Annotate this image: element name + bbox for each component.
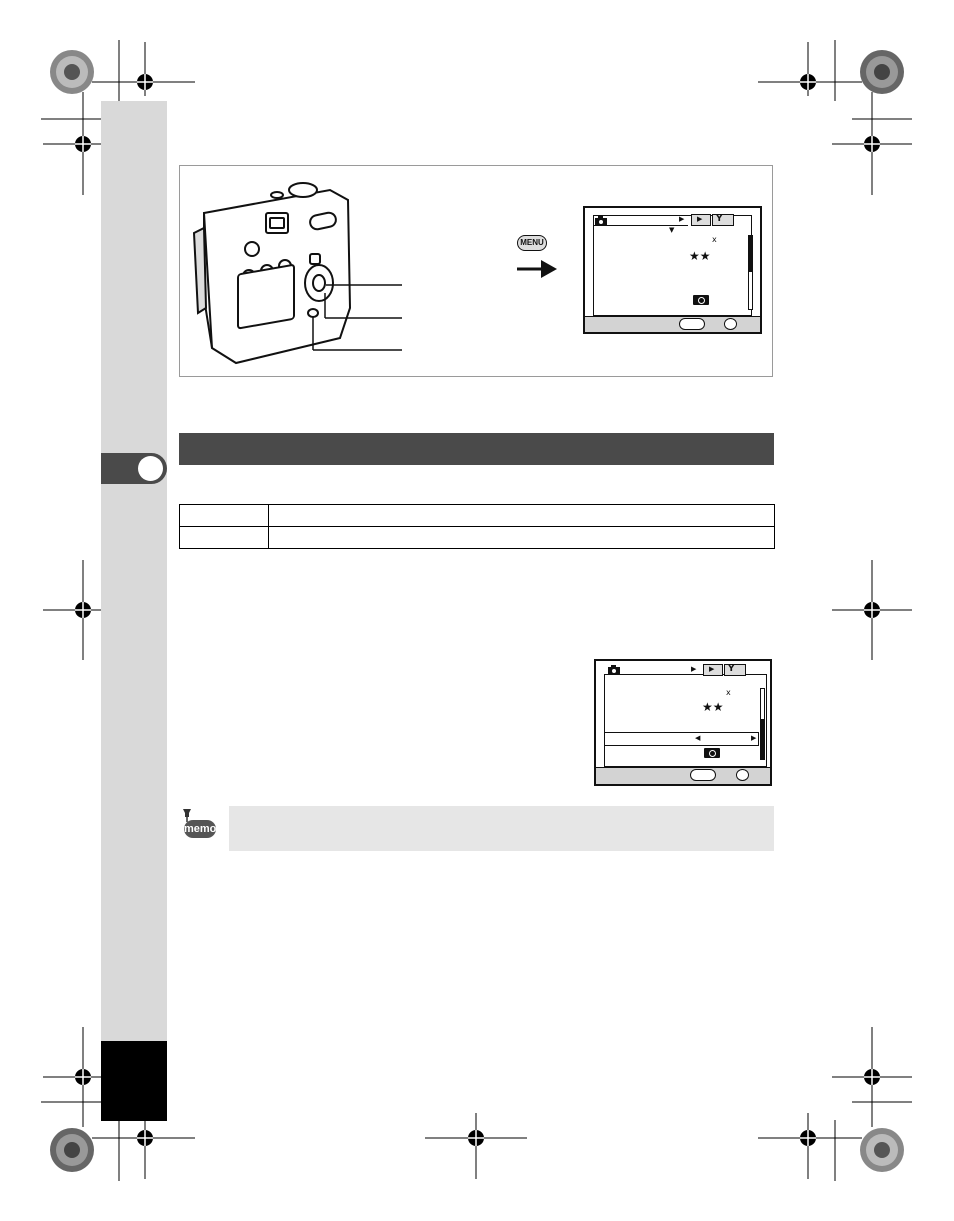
- ok-button-icon: [679, 318, 705, 330]
- table-row: [180, 527, 775, 549]
- selected-menu-row: [604, 732, 759, 746]
- ok-button-icon: [690, 769, 716, 781]
- menu-round-button-icon: [736, 769, 749, 781]
- lcd-scroll-thumb: [749, 236, 752, 272]
- page-number-block: [101, 1041, 167, 1121]
- metering-icon: [704, 748, 720, 758]
- lcd-screen-menu: [583, 206, 762, 334]
- lcd-scrollbar: [748, 235, 753, 310]
- table-cell: [269, 505, 775, 527]
- tab-right-arrow-icon: ▶: [679, 215, 685, 223]
- chapter-number-circle: [138, 456, 163, 481]
- play-icon: ▶: [709, 665, 715, 673]
- lcd-quality-stars: ★★: [702, 700, 724, 714]
- lcd-scroll-thumb: [761, 719, 764, 759]
- wrench-icon: Y: [716, 214, 723, 224]
- table-row: [180, 505, 775, 527]
- camera-tab-underline: [604, 674, 702, 675]
- lcd-menu-panel: [604, 674, 767, 767]
- table-cell: [180, 505, 269, 527]
- section-heading-bar: [179, 433, 774, 465]
- wrench-icon: Y: [728, 664, 735, 674]
- left-arrow-icon: ◀: [695, 734, 701, 742]
- settings-table: [179, 504, 775, 549]
- lcd-size-marker: x: [726, 688, 731, 697]
- item-down-arrow-icon: ▼: [669, 226, 675, 234]
- lcd-size-marker: x: [712, 235, 717, 244]
- table-cell: [269, 527, 775, 549]
- lcd-quality-stars: ★★: [689, 249, 711, 263]
- tab-right-arrow-icon: ▶: [691, 665, 697, 673]
- memo-badge: memo: [184, 820, 216, 838]
- menu-round-button-icon: [724, 318, 737, 330]
- play-icon: ▶: [697, 215, 703, 223]
- memo-box: [229, 806, 774, 851]
- menu-button-icon: MENU: [517, 235, 547, 251]
- metering-icon: [693, 295, 709, 305]
- right-arrow-icon: ▶: [751, 734, 757, 742]
- camera-illustration: [190, 178, 405, 368]
- lcd-scrollbar: [760, 688, 765, 760]
- memo-icon: [180, 808, 216, 842]
- lcd-screen-selection: [594, 659, 772, 786]
- arrow-right-icon: [517, 258, 559, 280]
- page-side-strip: [101, 101, 167, 1121]
- table-cell: [180, 527, 269, 549]
